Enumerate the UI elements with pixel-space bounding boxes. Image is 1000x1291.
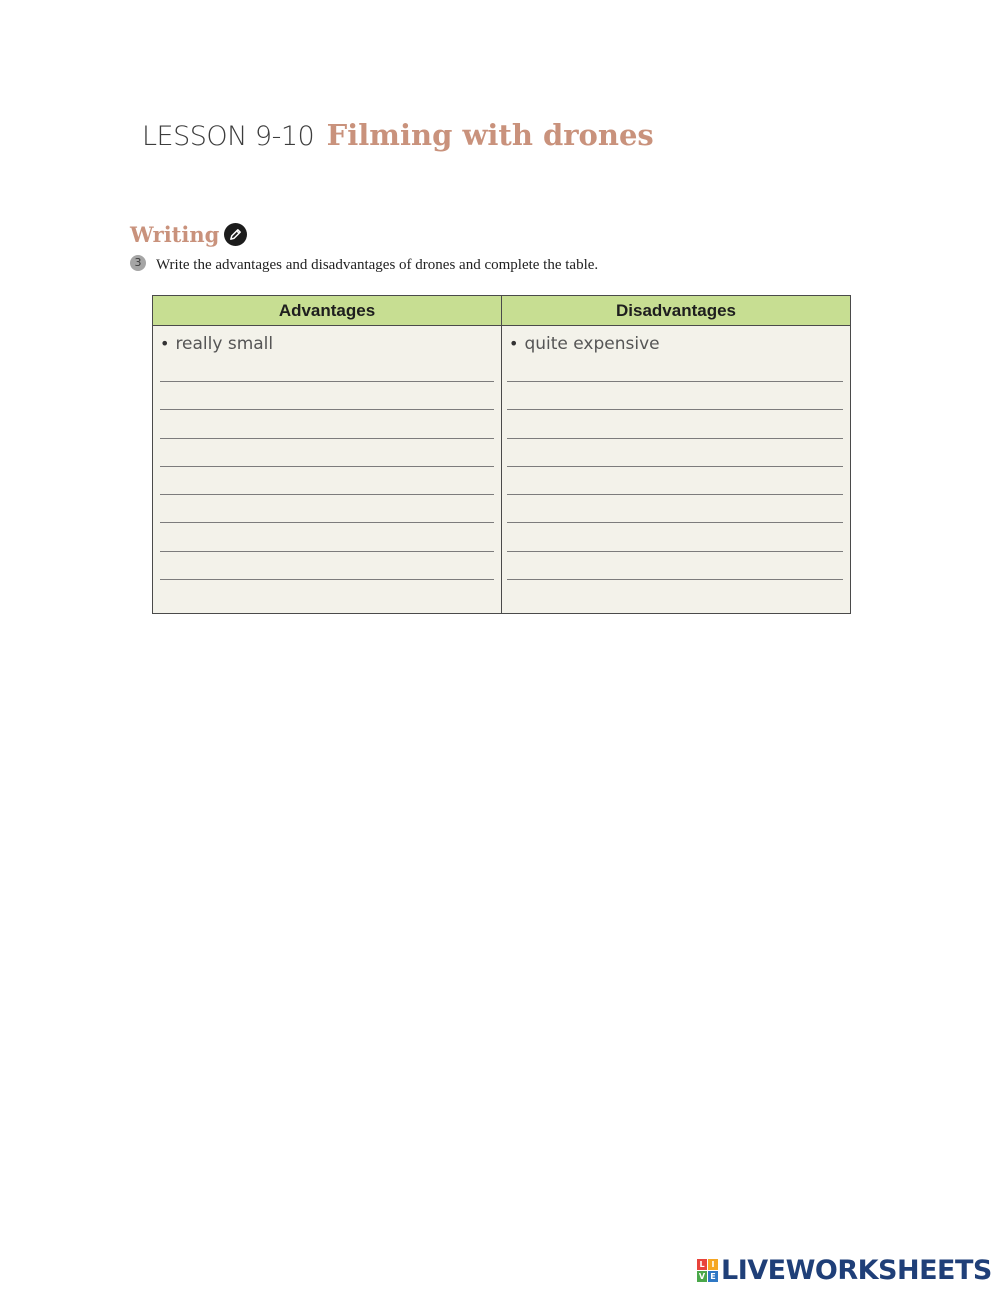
- disadvantage-entry: [509, 334, 660, 354]
- logo-cube-letter: I: [708, 1259, 718, 1270]
- answer-line[interactable]: [160, 381, 494, 382]
- answer-line[interactable]: [507, 494, 843, 495]
- bullet-icon: •: [509, 334, 519, 353]
- answer-line[interactable]: [507, 409, 843, 410]
- answer-line[interactable]: [160, 494, 494, 495]
- section-heading: [130, 222, 247, 247]
- advantages-table: [152, 295, 851, 614]
- liveworksheets-logo[interactable]: [697, 1255, 992, 1286]
- answer-line[interactable]: [507, 466, 843, 467]
- disadvantage-entry-text: quite expensive: [524, 334, 660, 354]
- lesson-title: Filming with drones: [326, 118, 654, 152]
- exercise-instruction: [130, 257, 598, 274]
- answer-line[interactable]: [160, 522, 494, 523]
- answer-line[interactable]: [160, 579, 494, 580]
- logo-cube-letter: V: [698, 1272, 706, 1281]
- bullet-icon: •: [160, 334, 170, 353]
- answer-line[interactable]: [507, 522, 843, 523]
- advantage-entry: [160, 334, 273, 354]
- answer-line[interactable]: [160, 438, 494, 439]
- lesson-header: [142, 118, 654, 152]
- disadvantages-column: [501, 296, 850, 613]
- answer-line[interactable]: [507, 551, 843, 552]
- answer-line[interactable]: [160, 409, 494, 410]
- answer-line[interactable]: [507, 381, 843, 382]
- logo-text: LIVEWORKSHEETS: [721, 1255, 992, 1286]
- logo-cube-letter: E: [708, 1271, 718, 1282]
- answer-line[interactable]: [160, 551, 494, 552]
- answer-line[interactable]: [507, 579, 843, 580]
- answer-line[interactable]: [507, 438, 843, 439]
- pencil-icon: [224, 223, 247, 246]
- column-header-advantages: Advantages: [153, 296, 501, 326]
- logo-cube-letter: L: [697, 1259, 707, 1270]
- advantages-column: [153, 296, 501, 613]
- lesson-number: LESSON 9-10: [142, 121, 315, 152]
- exercise-number: 3: [130, 255, 146, 271]
- advantage-entry-text: really small: [175, 334, 274, 354]
- logo-cube-icon: [697, 1259, 718, 1282]
- column-header-disadvantages: Disadvantages: [502, 296, 850, 326]
- answer-line[interactable]: [160, 466, 494, 467]
- instruction-text: Write the advantages and disadvantages of drones and complete the table.: [156, 257, 599, 273]
- section-title: Writing: [130, 222, 220, 247]
